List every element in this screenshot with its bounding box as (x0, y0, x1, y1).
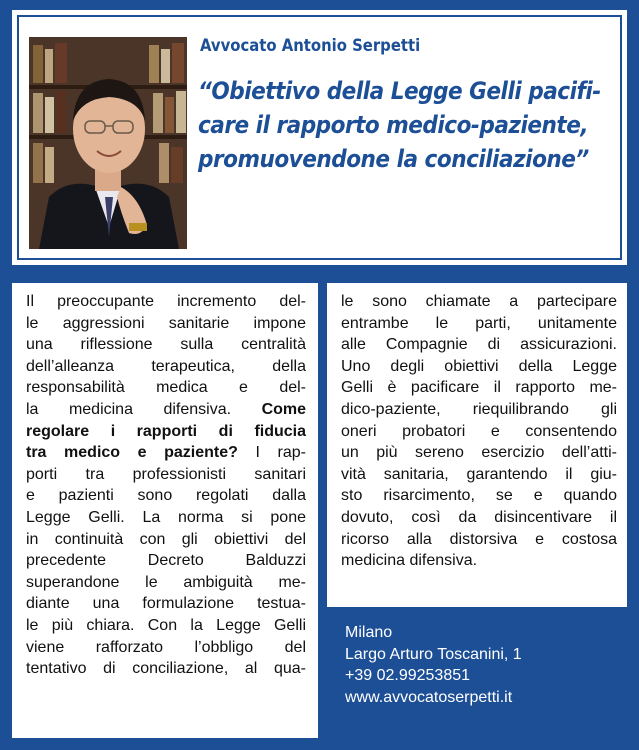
headline-line: care il rapporto medico-paziente, (198, 111, 589, 139)
text-line: in continuità con gli obiettivi del (26, 530, 306, 548)
text-line (26, 442, 306, 464)
text-line: le aggressioni sanitarie impone (26, 314, 306, 332)
contact-box (336, 615, 612, 721)
text-line: medicina difensiva. (341, 552, 478, 570)
text-line: ricorso alla distorsiva e costosa (341, 530, 617, 548)
contact-address: Largo Arturo Toscanini, 1 (345, 645, 522, 663)
text-line: una riflessione sulla centralità (26, 336, 306, 354)
text-fragment: I rap- (255, 444, 306, 462)
portrait-photo (29, 37, 187, 249)
article-text-left (26, 291, 306, 680)
text-line: Il preoccupante incremento del- (26, 293, 306, 310)
bold-question: regolare i rapporti di fiducia (26, 422, 306, 440)
headline-quote (198, 74, 623, 176)
text-fragment: la medicina difensiva. (26, 400, 232, 418)
author-name: Avvocato Antonio Serpetti (200, 36, 421, 55)
text-line: un più sereno esercizio dell’atti- (341, 444, 617, 462)
headline-line: “Obiettivo della Legge Gelli pacifi- (198, 77, 601, 105)
text-line: tentativo di conciliazione, al qua- (26, 660, 306, 678)
contact-phone[interactable]: +39 02.99253851 (345, 667, 471, 685)
text-line: Legge Gelli. La norma si pone (26, 508, 306, 526)
text-line: porti tra professionisti sanitari (26, 465, 306, 483)
bold-question: Come (261, 400, 307, 418)
author-portrait (29, 37, 187, 249)
headline-line: promuovendone la conciliazione” (198, 145, 589, 173)
text-line: le sono chiamate a partecipare (341, 293, 617, 310)
text-line: Gelli è pacificare il rapporto me- (341, 379, 617, 397)
text-line: precedente Decreto Balduzzi (26, 552, 306, 570)
text-line: dico-paziente, riequilibrando gli (341, 400, 617, 418)
text-line: sto risarcimento, se e quando (341, 487, 617, 505)
text-line: superandone le ambiguità me- (26, 573, 306, 591)
text-line: le più chiara. Con la Legge Gelli (26, 616, 306, 634)
text-line (26, 399, 306, 421)
text-line: viene rafforzato l’obbligo del (26, 638, 306, 656)
contact-website[interactable]: www.avvocatoserpetti.it (345, 688, 513, 706)
text-line: oneri probatori e consentendo (341, 422, 617, 440)
text-line: dell’alleanza terapeutica, della (26, 357, 306, 375)
bold-question: tra medico e paziente? (26, 444, 238, 462)
text-line (26, 421, 306, 443)
contact-city: Milano (345, 624, 393, 641)
text-line: e pazienti sono regolati dalla (26, 487, 306, 505)
text-line: vità sanitaria, garantendo il giu- (341, 465, 617, 483)
text-line: responsabilità medica e del- (26, 379, 306, 397)
text-line: entrambe le parti, unitamente (341, 314, 617, 332)
article-text-right (341, 291, 617, 572)
text-line: alle Compagnie di assicurazioni. (341, 336, 617, 354)
text-line: dovuto, così da disincentivare il (341, 508, 617, 526)
text-line: Uno degli obiettivi della Legge (341, 357, 617, 375)
text-line: diante una formulazione testua- (26, 595, 306, 613)
